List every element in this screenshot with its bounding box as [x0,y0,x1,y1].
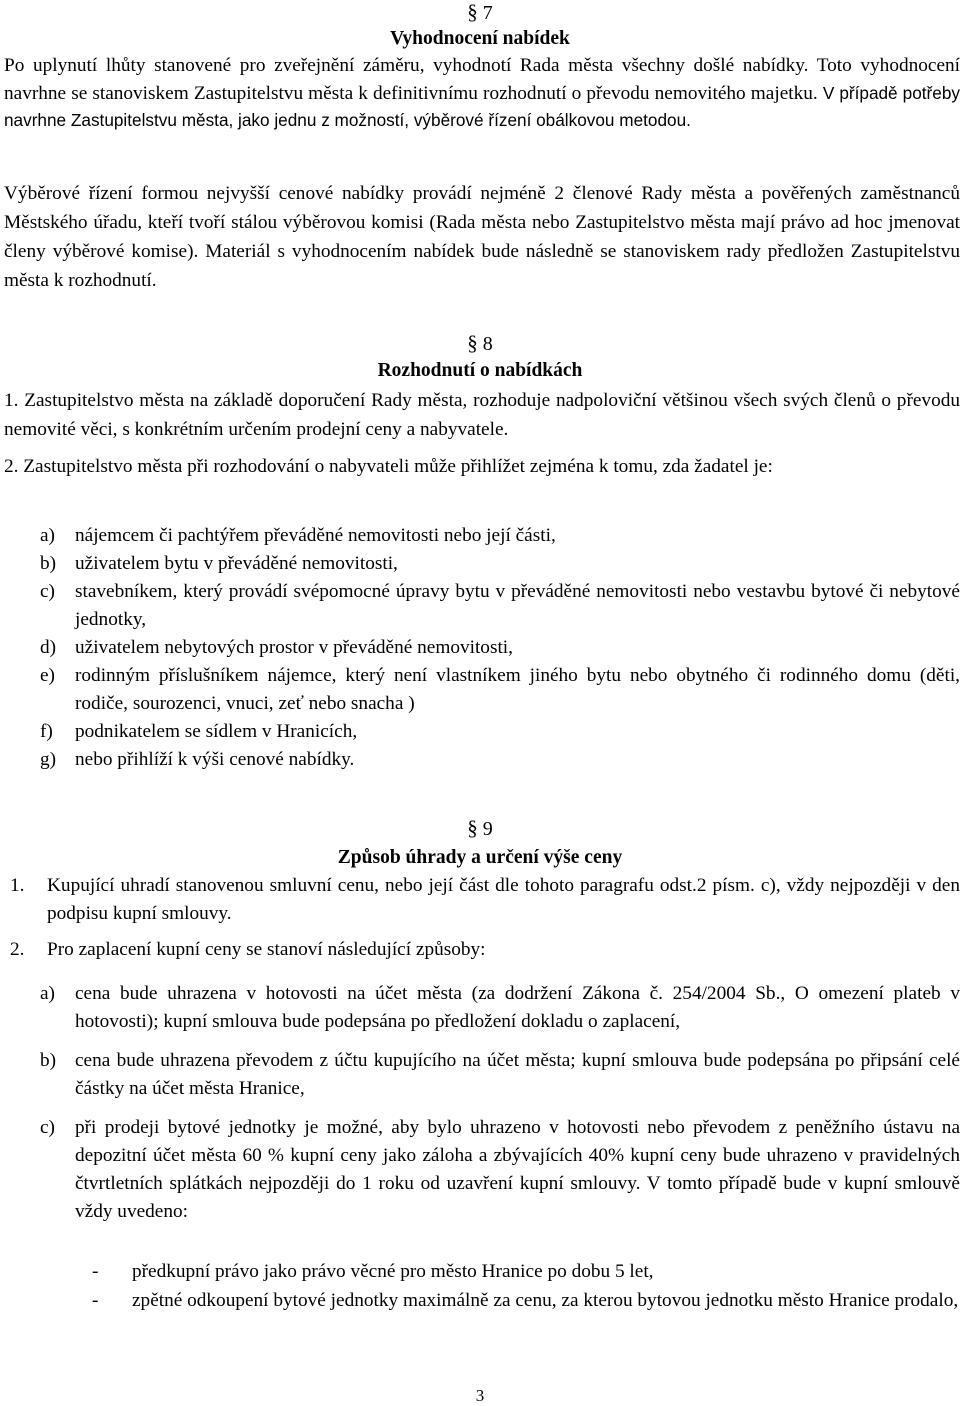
section-8-title: Rozhodnutí o nabídkách [377,360,583,381]
list-item: c) stavebníkem, který provádí svépomocné úpravy bytu v převáděné nemovitosti nebo vestavbu bytové či nebytové jednotky, [40,581,960,630]
section-7-heading [0,0,960,26]
s9-contract-terms-list [92,1257,960,1315]
list-item: - předkupní právo jako právo věcné pro město Hranice po dobu 5 let, [92,1261,654,1282]
list-item: a) cena bude uhrazena v hotovosti na účet města (za dodržení Zákona č. 254/2004 Sb., O omezení plateb v hotovosti); kupní smlouva bude podepsána po předložení dokladu o zaplacení, [40,983,960,1032]
section-number: 9 [482,818,493,840]
list-item: 2. Pro zaplacení kupní ceny se stanoví následující způsoby: [10,939,486,960]
list-item: - zpětné odkoupení bytové jednotky maximálně za cenu, za kterou bytovou jednotku město Hranice prodalo, [92,1290,959,1311]
page-number: 3 [475,1386,485,1405]
list-item: b) uživatelem bytu v převáděné nemovitosti, [40,553,398,574]
s7-paragraph-2 [4,179,960,295]
s7-paragraph-2-a: Výběrové řízení formou nejvyšší cenové nabídky provádí nejméně 2 členové Rady města a pověřených zaměstnanců Městského úřadu, kteří tvoří stálou výběrovou komisi (Rada města nebo Zastupitelstvo města mají právo ad hoc jmenovat členy výběrové komise). [4,183,960,262]
list-item: d) uživatelem nebytových prostor v převáděné nemovitosti, [40,637,513,658]
list-item: f) podnikatelem se sídlem v Hranicích, [40,721,358,742]
section-9-title: Způsob úhrady a určení výše ceny [337,847,623,868]
s7-paragraph-2-b: Materiál s vyhodnocením nabídek bude následně se stanoviskem rady předložen Zastupitelstvu města k rozhodnutí. [4,241,960,291]
section-number: 8 [482,333,493,355]
section-8-heading [0,331,960,357]
s7-paragraph-1 [4,53,960,135]
s8-paragraph-1: 1. Zastupitelstvo města na základě doporučení Rady města, rozhoduje nadpoloviční většinou všech svých členů o převodu nemovité věci, s konkrétním určením prodejní ceny a nabyvatele. [4,390,960,440]
list-item: b) cena bude uhrazena převodem z účtu kupujícího na účet města; kupní smlouva bude podepsána po připsání celé částky na účet města Hranice, [40,1050,960,1099]
list-item: e) rodinným příslušníkem nájemce, který není vlastníkem jiného bytu nebo obytného či rodinného domu (děti, rodiče, sourozenci, vnuci, zeť nebo snacha ) [40,665,960,714]
list-item: 1. Kupující uhradí stanovenou smluvní cenu, nebo její část dle tohoto paragrafu odst.2 písm. c), vždy nejpozději v den podpisu kupní smlouvy. [10,875,960,924]
s9-numbered-list [10,872,960,964]
section-7-title: Vyhodnocení nabídek [390,28,570,49]
list-item: c) při prodeji bytové jednotky je možné, aby bylo uhrazeno v hotovosti nebo převodem z peněžního ústavu na depozitní účet města 60 % kupní ceny jako záloha a zbývajících 40% kupní ceny bude uhrazeno v pravidelných čtvrtletních splátkách nejpozději do 1 roku od uzavření kupní smlouvy. V tomto případě bude v kupní smlouvě vždy uvedeno: [40,1117,960,1222]
paragraph-sign-icon: § [467,816,478,840]
s7-paragraph-1-serif: Po uplynutí lhůty stanovené pro zveřejnění záměru, vyhodnotí Rada města všechny došlé nabídky. Toto vyhodnocení navrhne se stanoviskem Zastupitelstvu města k definitivnímu rozhodnutí o převodu nemovitého majetku. [4,55,960,104]
s8-criteria-list [40,522,960,774]
list-item: g) nebo přihlíží k výši cenové nabídky. [40,749,355,770]
s8-paragraph-2: 2. Zastupitelstvo města při rozhodování o nabyvateli může přihlížet zejména k tomu, zda žadatel je: [4,456,773,477]
paragraph-sign-icon: § [467,0,478,24]
paragraph-sign-icon: § [467,331,478,355]
section-number: 7 [482,2,493,24]
s9-payment-methods-list [40,980,960,1226]
s7-paragraph-1-sans: V případě potřeby navrhne Zastupitelstvu města, jako jednu z možností, výběrové řízení obálkovou metodou. [4,82,960,130]
section-9-heading [0,816,960,842]
list-item: a) nájemcem či pachtýřem převáděné nemovitosti nebo její části, [40,525,556,546]
